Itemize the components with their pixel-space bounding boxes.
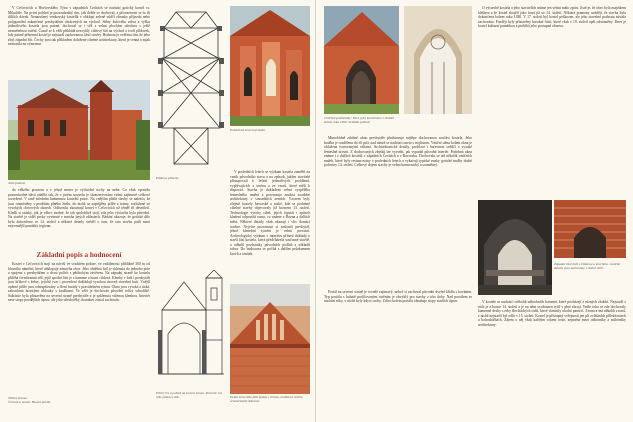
gable-detail-photo — [230, 284, 310, 394]
church-northeast-photo — [230, 6, 310, 126]
photo1-caption: Jižní pohled. — [8, 181, 26, 185]
left-col1-body-text: Kostel v Čečovicích stojí na návrší ve svažitém poloze, ve vzdálenosti přibližně 300 m od hlavního náměstí, které obklopuje zástavba obce. Jeho obdélná loď je sklenuta do jednoho pole a spojena s presbytářem o dvou polích s pětibokým závěrem. Na západní straně ke kostelu přiléhá čtverhranná věž, jejíž spodní část je z kamene a horní cihlová. Klenby v lodi i presbytáři jsou křížové s žebry, jejichž tvar i provedení dokládají vysokou úroveň stavební huti. Vnější opěrné pilíře jsou odstupňovány a člení fasády v pravidelném rytmu. Okna jsou vysoká a úzká, zakončená hrotitými oblouky s kružbami. Ve věži je dochován původní točitý schodiště. Sakristie byla přistavěna na severní straně presbytáře a je zaklenuta valenou klenbou. Interiér nese stopy pozdějších úprav, ale jeho středověký charakter zůstal zachován. — [8, 262, 150, 303]
photo2-caption: Pohled od severovýchodu. — [230, 128, 266, 132]
left-page — [0, 0, 316, 422]
interior-photo — [478, 200, 552, 295]
right-page — [316, 0, 633, 422]
left-col3-text: V posledních letech se výzkum kostela zaměřil na vznik původního stavu a na způsob, jakým stavitelé přistupovali k řešení jednotlivých problémů, vyplývajících z terénu a ze vzorů, které měli k dispozici. Stavba je dokladem velmi vyspělého řemeslného umění a prozrazuje znalost soudobé architektury v sousedních zemích. Vzorem byly zřejmě kostely bavorské a saské, kde se podobné cihelné stavby objevovaly již koncem 13. století. Technologie výroby cihel, jejich formát i způsob kladení odpovídá tomu, co známe z Řezna a dalších měst. Některé detaily však ukazují i vliv domácí tradice. Nejvíce pozornosti si zaslouží presbytář, jehož klenební systém je velmi precizní. Archeologický výzkum v interiéru přinesl doklady o starší fázi kostela, která předcházela současné stavbě, a odhalil pozůstatky původních podlah a základů zdiva. Do budoucna se počítá s dalším průzkumem krovů a omítek. — [230, 170, 310, 256]
section-heading: Základní popis a hodnocení — [36, 251, 122, 259]
plan-caption: Půdorys přízemí. — [156, 176, 180, 180]
photo5-caption: Západní část lodi s tribunou a kruchtou. Gotické detaily jsou zachovány v dobré míře. — [554, 262, 621, 271]
right-col2-top-text: O výstavbě kostela a jeho stavitelích máme jen velmi málo zpráv. Jisté je, že obec byla majetkem kláštera a že kostel sloužil jako farní již ve 14. století. Některé prameny uvádějí, že stavba byla dokončena kolem roku 1380. V 17. století byl kostel poškozen, ale jeho stavební podstata zůstala zachována. Později byly přistavěny barokní části, které však v 19. století opět odstraněny. Dnes je kostel kulturní památkou a probíhá jeho postupná obnova. — [478, 6, 626, 29]
floor-plan-drawing — [156, 6, 226, 174]
photo4-caption: Chórové pozůstatky: štít a jeho konstrukce z období kolem roku 1300. Zvláštní pohled. — [324, 116, 395, 125]
church-south-photo — [8, 80, 150, 180]
chancel-photo — [324, 6, 399, 114]
gothic-window-photo — [404, 6, 472, 114]
right-col2-body-text: V kostele se nachází i několik náhrobních kamenů, které pocházejí z různých období. Nejstarší z nich je z konce 14. století a je na něm vyobrazen rytíř v plné zbroji. Vedle toho se zde dochovaly kamenné desky s erby šlechtických rodů, které vlastnily okolní panství. Zvonice má několik zvonů, z nichž nejstarší byl odlit v 15. století. Kostel je přístupný veřejnosti jen při zvláštních příležitostech a bohoslužbách. Zájem o něj však každým rokem roste, zejména mezi odborníky a milovníky architektury. — [478, 300, 626, 327]
right-col1b-text: Portál na severní straně je rovněž zajímavý, neboť si zachoval původní dveřní křídla s kováním. Typ portálu s bohatě profilovaným ostěním je obvyklý pro stavby z této doby. Nad portálem se nachází niky, v nichž byly kdysi sochy. Zdivo kolem portálu obsahuje stopy starších úprav. — [324, 290, 472, 304]
photo3-caption: Detail hrotu štítu jižní fasády s římsou, kružbou a vnitřní ornamentální dekorací. — [230, 395, 303, 403]
left-col1-top-text: V Čečovicích u Horšovského Týna v západních Čechách se nachází gotický kostel sv. Mikuláše. Na první pohled je pozoruhodný tím, jak dobře se dochoval, a přirozenosti se tu tři dílčích dávek. Nenarušený venkovský kostelík v obklopí zeleně vůdčí obrazky příjezdu nebo polygonální zakončené presbytářem obrácených na východ. Stěny žulového zdiva a výšku jednotlivého kostela jsou patrné, dochoval se i věž s velmi plochým střechou s ještě nezměněnou ostění. Časně se k věži přikládá nezvyklý cihlový štít na východ a tvoří přídavek, kdy patrně přízemní kostel je nejstarší zachovanou částí stavby. Hodnota je ověřena tím, že jeho zbyl západní štít. Čechy jsou tak příkladem doložené cihelné architektury, která je cenná a nijak neztratila na významu. — [8, 6, 150, 47]
brickwork-photo — [554, 200, 626, 258]
left-col1-mid-text: do velkého prostoru a v jehož mezer je východní sochy na nebe. Co však opravdu pozoruhodné dává zdařila tak, že v jiném sousedu je skonzervováno velmi zajímavé celkové rozvržení. V raně středním kamennou kostelní práce. Na vnějším plášti stavby se nalezlo, že jsou rozmístěny s použitím plného žezlu, do nichž se zapuštěny pilíře a trámy, rozložené ve vysokých chórových oknech. Odborníci zkoumají kostel v Čečovicích už téměř tři desetiletí. Kladli si otázky, jak je vůbec možné, že tak spolehlivě stojí, zda jeho výstavba byla původní. Na stavbě je vidět prvky vyvinuté v mnoha jiných oblastech. Bádání ukazuje, že gotické dílo bylo dokončeno ve 14. století a některé detaily svědčí o tom, že tato stavba patří mezi nejcennější památky regionu. — [8, 188, 150, 229]
right-col1-text: Mimořádně zdobné okno presbytáře představuje nejlépe dochovanou součást kostela. Jeho kružba je rozdělena do tří polí, nad nimiž se nachází rozeta s trojlistem. Vnitřní stěna kolem okna je obložena tvarovanými cihlami. Architektonické detaily, profilace i barevnost svědčí o vysoké řemeslné úrovni. Z dochovaných zbytků lze vyvodit, jak vypadal původní interiér. Podobná okna známe i z dalších kostelů v západních Čechách a v Bavorsku. Dochovalo se též několik vnitřních maleb, které byly restaurovány v posledních letech a vykazují typické znaky gotické malby druhé poloviny 14. století. Celkový dojem stavby je velmi harmonický a souměrný. — [324, 136, 472, 168]
section-caption: Příčný řez a pohled na severní stranu. Pod ním: řez věží, půdorys věže. — [156, 391, 223, 399]
section-elevation-drawing — [156, 270, 226, 390]
left-folio: Titulní strana: Čečovice, kostel. Hlavní portál. — [8, 396, 51, 405]
